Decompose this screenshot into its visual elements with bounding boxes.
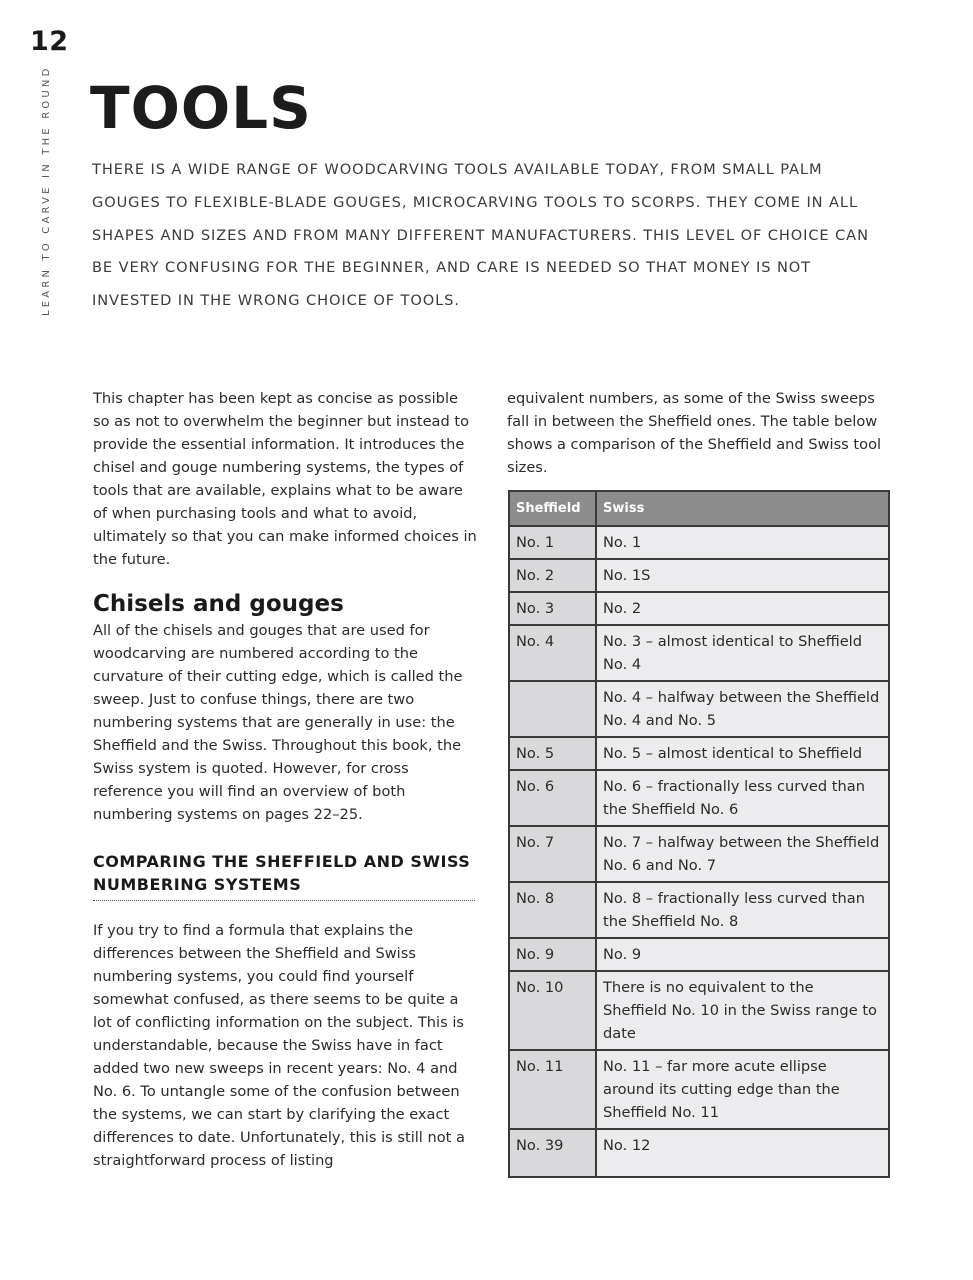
table-row bbox=[509, 882, 889, 938]
table-row bbox=[509, 938, 889, 971]
page-title: TOOLS bbox=[90, 74, 312, 142]
column-header-swiss: Swiss bbox=[596, 491, 889, 526]
swiss-cell: No. 8 – fractionally less curved than the Sheffield No. 8 bbox=[596, 882, 889, 938]
table-row bbox=[509, 737, 889, 770]
swiss-cell: No. 11 – far more acute ellipse around its cutting edge than the Sheffield No. 11 bbox=[596, 1050, 889, 1129]
sheffield-cell: No. 11 bbox=[509, 1050, 596, 1129]
swiss-cell: No. 9 bbox=[596, 938, 889, 971]
swiss-cell: There is no equivalent to the Sheffield No. 10 in the Swiss range to date bbox=[596, 971, 889, 1050]
swiss-cell: No. 6 – fractionally less curved than the Sheffield No. 6 bbox=[596, 770, 889, 826]
left-column bbox=[93, 387, 478, 1172]
table-row bbox=[509, 526, 889, 559]
table-row bbox=[509, 681, 889, 737]
body-paragraph: If you try to find a formula that explains the differences between the Sheffield and Swiss numbering systems, you could find yourself somewhat confused, as there seems to be quite a lot of conflicting information on the subject. This is understandable, because the Swiss have in fact added two new sweeps in recent years: No. 4 and No. 6. To untangle some of the confusion between the systems, we can start by clarifying the exact differences to date. Unfortunately, this is still not a straightforward process of listing bbox=[93, 922, 465, 1169]
swiss-cell: No. 3 – almost identical to Sheffield No. 4 bbox=[596, 625, 889, 681]
table-row bbox=[509, 592, 889, 625]
table-row bbox=[509, 1129, 889, 1177]
body-paragraph: equivalent numbers, as some of the Swiss sweeps fall in between the Sheffield ones. The table below shows a comparison of the Sheffield and Swiss tool sizes. bbox=[507, 390, 882, 476]
sheffield-cell: No. 5 bbox=[509, 737, 596, 770]
sheffield-cell: No. 8 bbox=[509, 882, 596, 938]
swiss-cell: No. 5 – almost identical to Sheffield bbox=[596, 737, 889, 770]
body-paragraph: This chapter has been kept as concise as possible so as not to overwhelm the beginner but instead to provide the essential information. It introduces the chisel and gouge numbering systems, the types of tools that are available, explains what to be aware of when purchasing tools and what to avoid, ultimately so that you can make informed choices in the future. bbox=[93, 390, 477, 568]
table-row bbox=[509, 971, 889, 1050]
table-row bbox=[509, 625, 889, 681]
running-head-vertical: LEARN TO CARVE IN THE ROUND bbox=[41, 65, 52, 316]
sheffield-cell bbox=[509, 681, 596, 737]
swiss-cell: No. 12 bbox=[596, 1129, 889, 1177]
sheffield-cell: No. 7 bbox=[509, 826, 596, 882]
sheffield-cell: No. 3 bbox=[509, 592, 596, 625]
right-column bbox=[507, 387, 897, 479]
table-row bbox=[509, 559, 889, 592]
body-paragraph: All of the chisels and gouges that are used for woodcarving are numbered according to the curvature of their cutting edge, which is called the sweep. Just to confuse things, there are two numbering systems that are generally in use: the Sheffield and the Swiss. Throughout this book, the Swiss system is quoted. However, for cross reference you will find an overview of both numbering systems on pages 22–25. bbox=[93, 622, 463, 823]
swiss-cell: No. 2 bbox=[596, 592, 889, 625]
sheffield-cell: No. 4 bbox=[509, 625, 596, 681]
subsection-heading-comparing: COMPARING THE SHEFFIELD AND SWISS NUMBERING SYSTEMS bbox=[93, 850, 475, 901]
intro-paragraph: THERE IS A WIDE RANGE OF WOODCARVING TOOLS AVAILABLE TODAY, FROM SMALL PALM GOUGES TO FLEXIBLE-BLADE GOUGES, MICROCARVING TOOLS TO SCORPS. THEY COME IN ALL SHAPES AND SIZES AND FROM MANY DIFFERENT MANUFACTURERS. THIS LEVEL OF CHOICE CAN BE VERY CONFUSING FOR THE BEGINNER, AND CARE IS NEEDED SO THAT MONEY IS NOT INVESTED IN THE WRONG CHOICE OF TOOLS. bbox=[92, 161, 869, 310]
sheffield-cell: No. 39 bbox=[509, 1129, 596, 1177]
swiss-cell: No. 4 – halfway between the Sheffield No. 4 and No. 5 bbox=[596, 681, 889, 737]
sheffield-cell: No. 2 bbox=[509, 559, 596, 592]
sheffield-cell: No. 6 bbox=[509, 770, 596, 826]
swiss-cell: No. 1 bbox=[596, 526, 889, 559]
page-number: 12 bbox=[30, 26, 69, 57]
table-row bbox=[509, 770, 889, 826]
sheffield-cell: No. 9 bbox=[509, 938, 596, 971]
sheffield-cell: No. 1 bbox=[509, 526, 596, 559]
swiss-cell: No. 7 – halfway between the Sheffield No. 6 and No. 7 bbox=[596, 826, 889, 882]
table-row bbox=[509, 826, 889, 882]
sheffield-cell: No. 10 bbox=[509, 971, 596, 1050]
table-header-row bbox=[509, 491, 889, 526]
column-header-sheffield: Sheffield bbox=[509, 491, 596, 526]
comparison-table bbox=[508, 490, 890, 1178]
section-heading-chisels: Chisels and gouges bbox=[93, 591, 344, 617]
table-row bbox=[509, 1050, 889, 1129]
swiss-cell: No. 1S bbox=[596, 559, 889, 592]
